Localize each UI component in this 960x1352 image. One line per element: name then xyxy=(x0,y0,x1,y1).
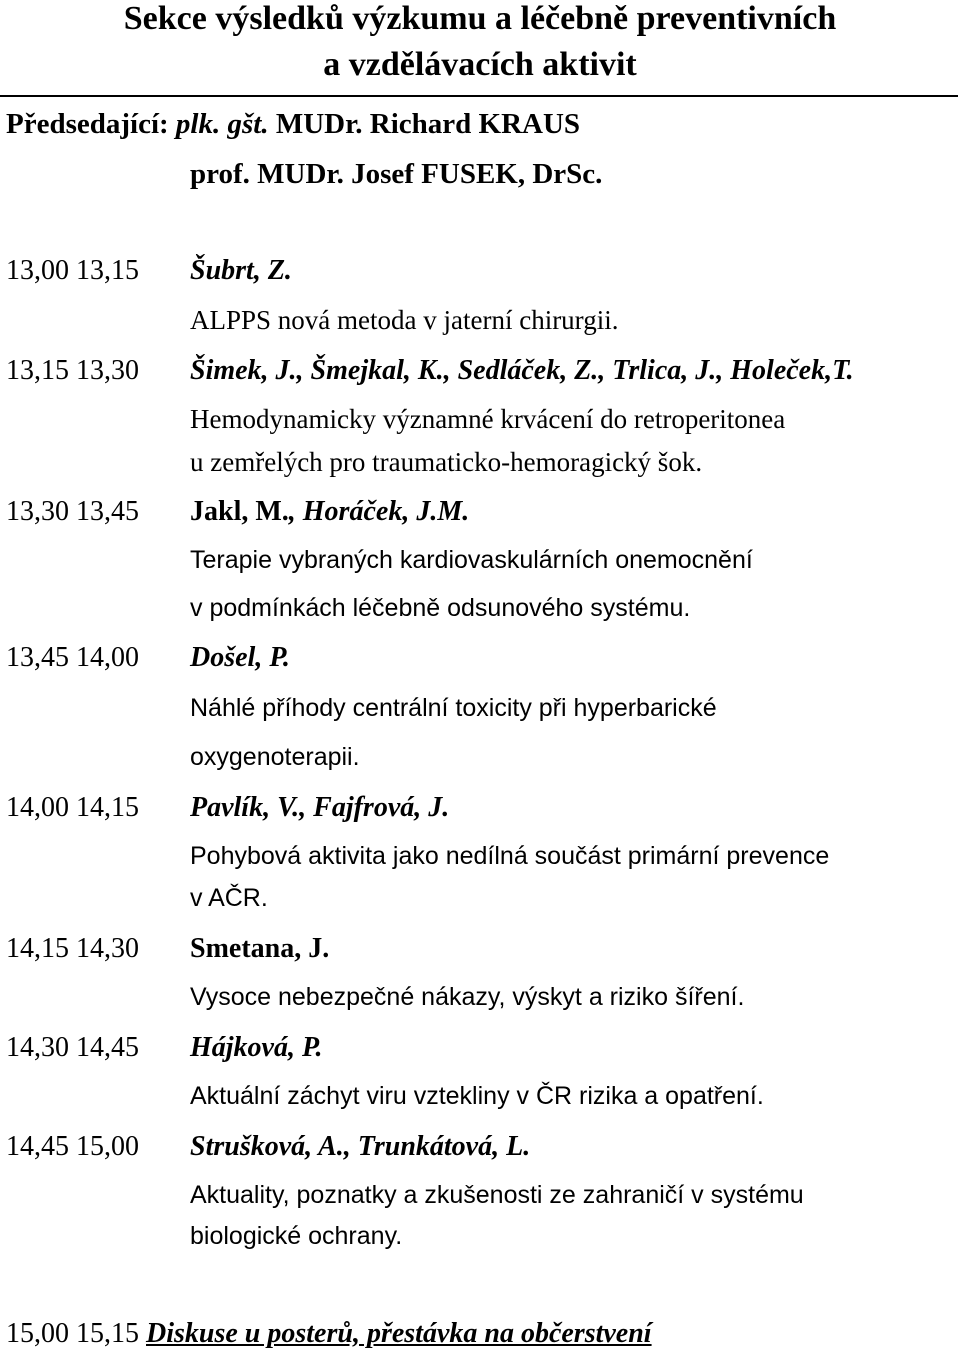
chair1-name: MUDr. Richard KRAUS xyxy=(275,108,581,140)
authors-7 xyxy=(190,1032,322,1064)
chair2-name: prof. MUDr. Josef FUSEK, DrSc. xyxy=(190,158,603,190)
talk-title-6: Vysoce nebezpečné nákazy, výskyt a riziko šíření. xyxy=(190,983,745,1011)
authors-6 xyxy=(190,933,329,965)
authors-3 xyxy=(190,496,469,528)
time-slot-1: 13,00 13,15 xyxy=(6,255,139,286)
talk-title-3-line2: v podmínkách léčebně odsunového systému. xyxy=(190,594,691,622)
authors-2 xyxy=(190,355,854,387)
authors-4 xyxy=(190,642,290,674)
section-title-line1: Sekce výsledků výzkumu a léčebně preventivních xyxy=(123,0,837,37)
authors-1-text: Šubrt, Z. xyxy=(190,255,292,286)
talk-title-2-line1: Hemodynamicky významné krvácení do retroperitonea xyxy=(190,404,786,434)
time-slot-3: 13,30 13,45 xyxy=(6,496,139,527)
authors-5-text: Pavlík, V., Fajfrová, J. xyxy=(190,792,450,823)
authors-6-text: Smetana, J. xyxy=(190,933,330,964)
authors-1 xyxy=(190,255,292,287)
time-slot-4: 13,45 14,00 xyxy=(6,642,139,673)
closing-text: Diskuse u posterů, přestávka na občerstvení xyxy=(146,1318,652,1349)
title-underline xyxy=(0,95,958,97)
closing-line xyxy=(6,1318,652,1350)
talk-title-4-line2: oxygenoterapii. xyxy=(190,743,360,771)
authors-8 xyxy=(190,1131,530,1163)
talk-title-2-line2: u zemřelých pro traumaticko-hemoragický šok. xyxy=(190,447,703,477)
talk-title-8-line1: Aktuality, poznatky a zkušenosti ze zahraničí v systému xyxy=(190,1181,804,1209)
time-slot-2: 13,15 13,30 xyxy=(6,355,139,386)
authors-3-bold: Jakl, M. xyxy=(190,496,289,527)
chairs-line-1 xyxy=(6,108,580,141)
talk-title-5-line1: Pohybová aktivita jako nedílná součást primární prevence xyxy=(190,842,830,870)
chairs-label: Předsedající: xyxy=(6,108,169,140)
talk-title-8-line2: biologické ochrany. xyxy=(190,1222,403,1250)
authors-2-text: Šimek, J., Šmejkal, K., Sedláček, Z., Trlica, J., Holeček,T. xyxy=(190,355,854,386)
talk-title-7: Aktuální záchyt viru vztekliny v ČR rizika a opatření. xyxy=(190,1082,764,1110)
authors-7-text: Hájková, P. xyxy=(190,1032,323,1063)
authors-8-text: Strušková, A., Trunkátová, L. xyxy=(190,1131,531,1162)
talk-title-1: ALPPS nová metoda v jaterní chirurgii. xyxy=(190,305,619,335)
section-title-line2: a vzdělávacích aktivit xyxy=(323,46,637,83)
authors-3-italic: , Horáček, J.M. xyxy=(288,496,470,527)
time-slot-7: 14,30 14,45 xyxy=(6,1032,139,1063)
talk-title-5-line2: v AČR. xyxy=(190,884,268,912)
closing-time: 15,00 15,15 xyxy=(6,1318,139,1349)
talk-title-4-line1: Náhlé příhody centrální toxicity při hyperbarické xyxy=(190,694,717,722)
talk-title-3-line1: Terapie vybraných kardiovaskulárních onemocnění xyxy=(190,546,753,574)
time-slot-6: 14,15 14,30 xyxy=(6,933,139,964)
authors-5 xyxy=(190,792,449,824)
time-slot-5: 14,00 14,15 xyxy=(6,792,139,823)
time-slot-8: 14,45 15,00 xyxy=(6,1131,139,1162)
chair1-prefix: plk. gšt. xyxy=(175,108,269,140)
authors-4-text: Došel, P. xyxy=(190,642,290,673)
